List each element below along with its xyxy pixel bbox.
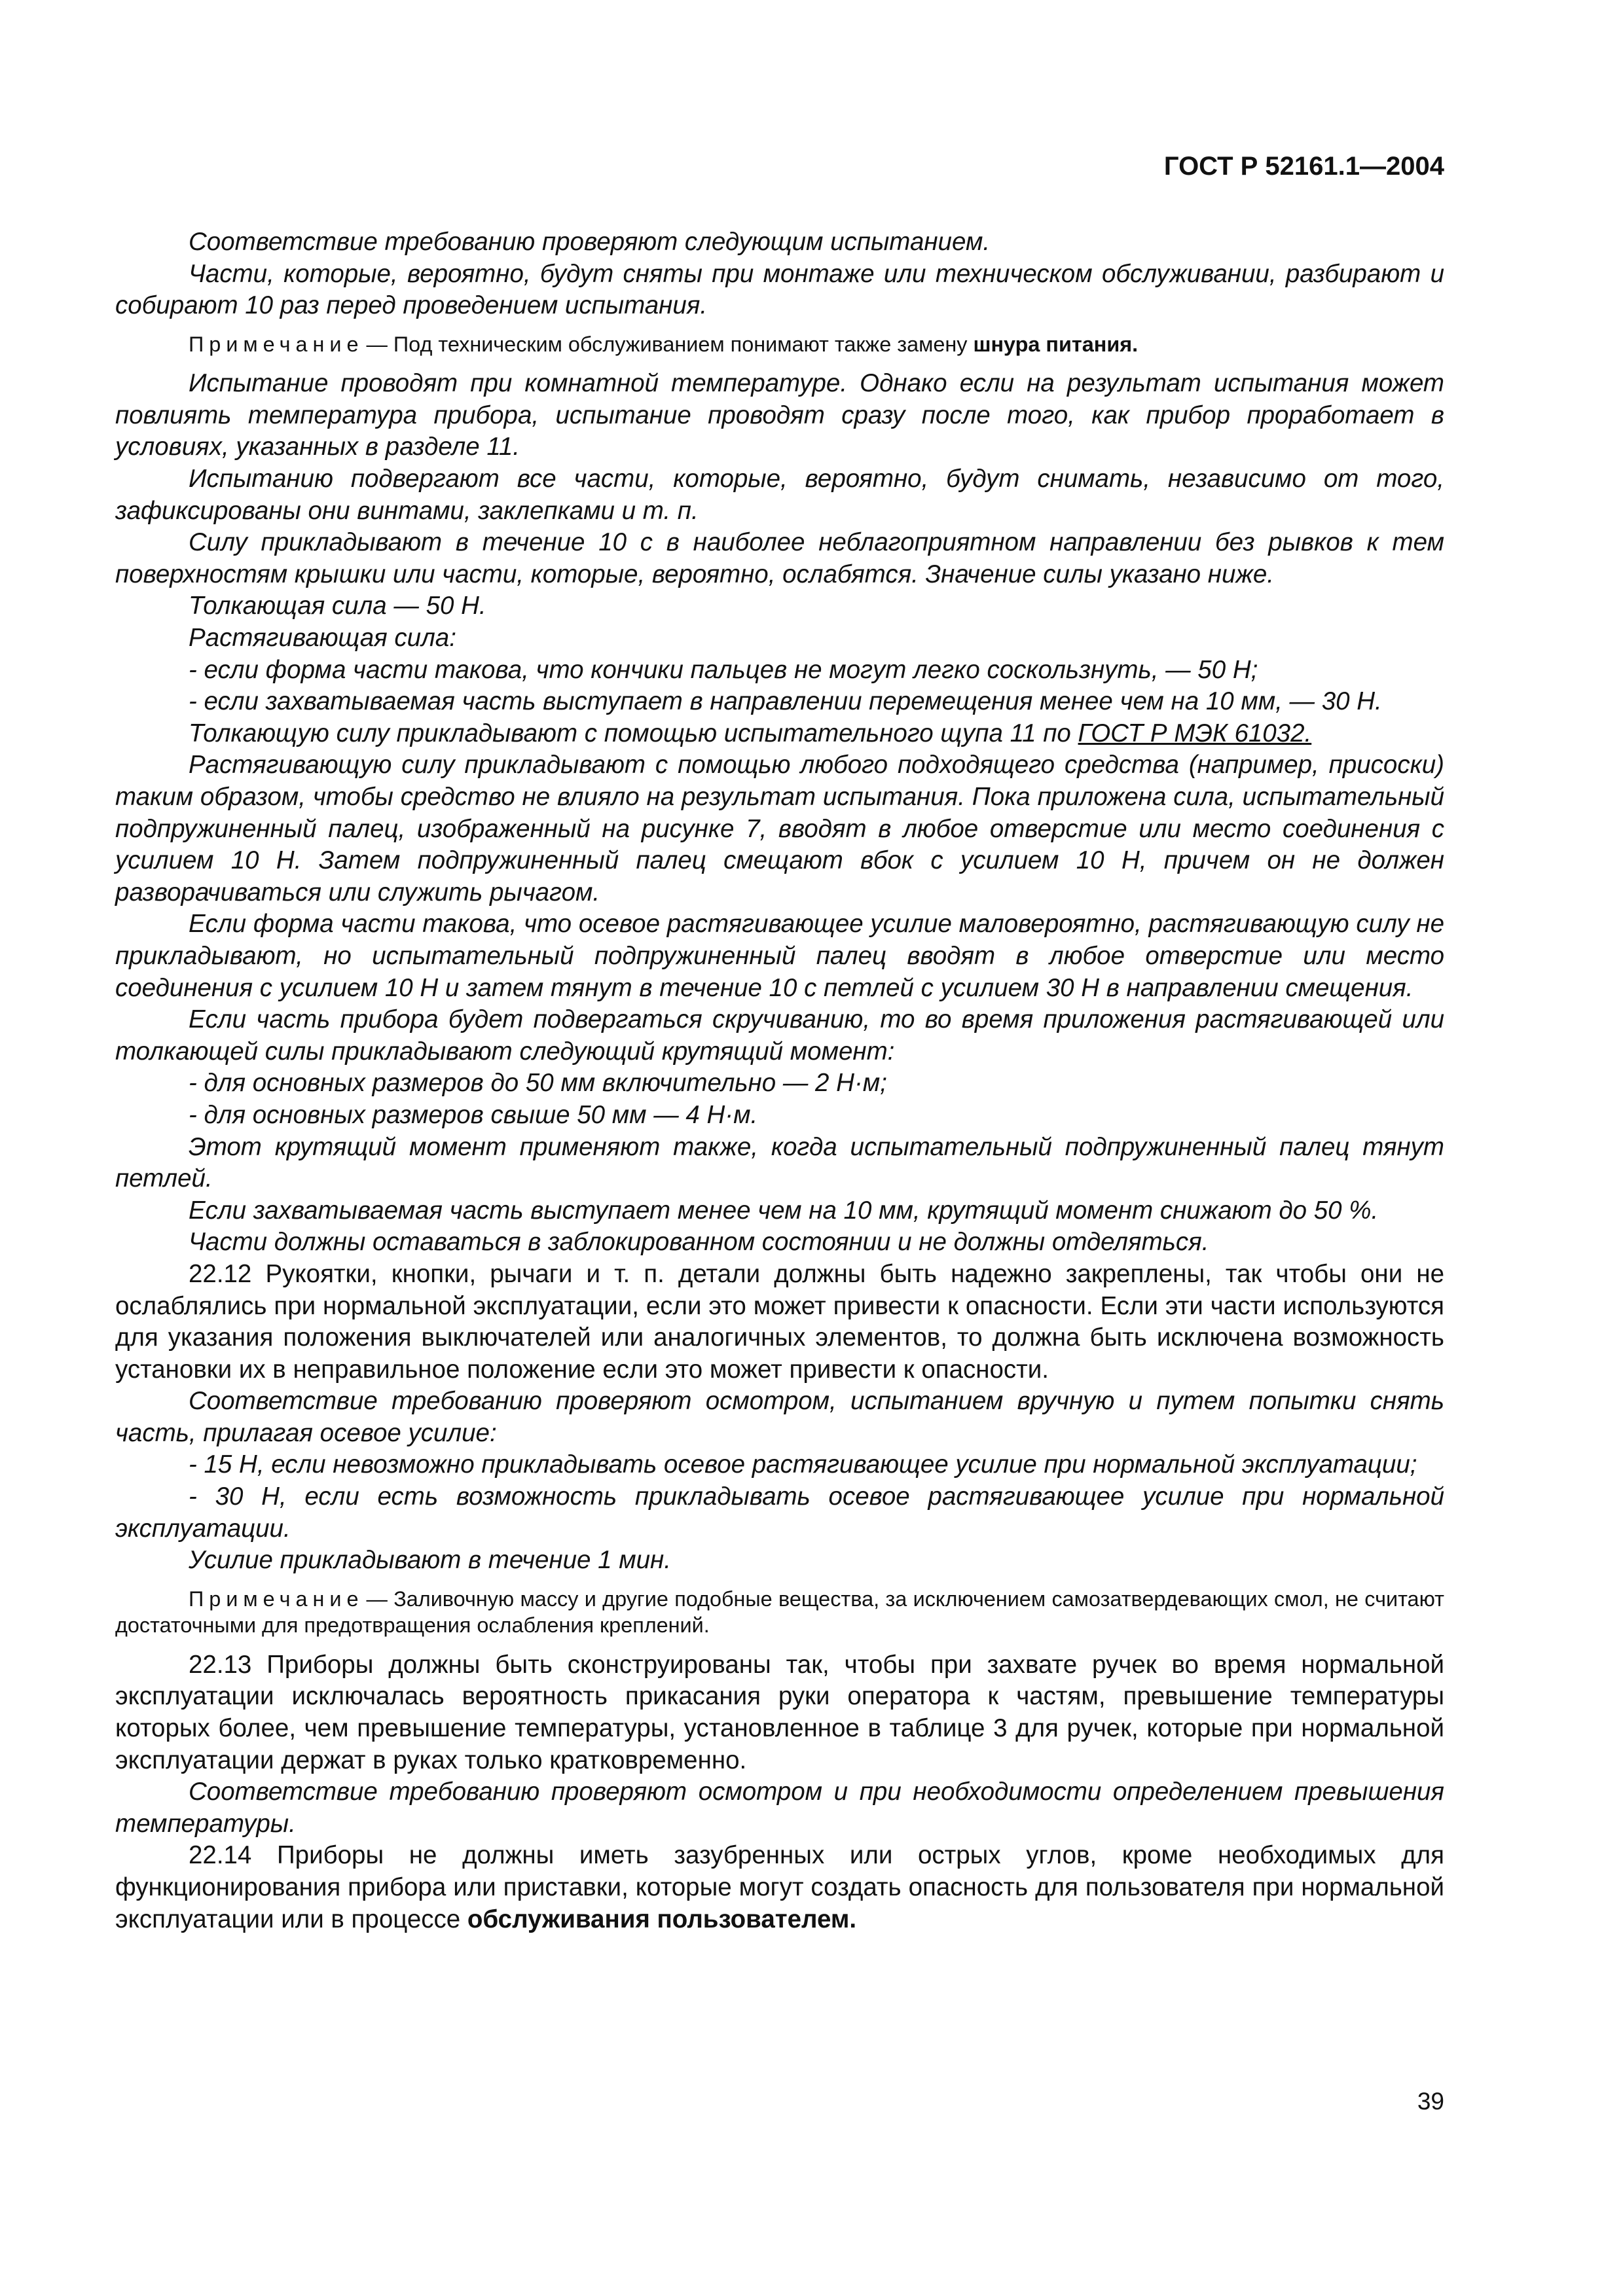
list-item: - 15 Н, если невозможно прикладывать осевое растягивающее усилие при нормальной эксплуатации;: [189, 1450, 1417, 1479]
standard-reference-link[interactable]: ГОСТ Р МЭК 61032.: [1078, 719, 1312, 747]
paragraph: Толкающая сила — 50 Н.: [189, 592, 486, 620]
page-number: 39: [1417, 2088, 1444, 2115]
list-item: - для основных размеров до 50 мм включительно — 2 Н·м;: [189, 1069, 887, 1098]
paragraph: Соответствие требованию проверяют следующим испытанием.: [189, 228, 991, 256]
paragraph: Части должны оставаться в заблокированном состоянии и не должны отделяться.: [189, 1228, 1209, 1257]
clause-22-14: [115, 1840, 1444, 1935]
list-item: - для основных размеров свыше 50 мм — 4 Н·м.: [189, 1100, 758, 1129]
note-label: Примечание: [189, 1587, 364, 1611]
paragraph: Растягивающую силу прикладывают с помощью любого подходящего средства (например, присоски) таким образом, чтобы средство не влияло на результат испытания. Пока приложена сила, испытательный подпружиненный палец, изображенный на рисунке 7, вводят в любое отверстие или место соединения с усилием 10 Н. Затем подпружиненный палец смещают вбок с усилием 10 Н, причем он не должен разворачиваться или служить рычагом.: [115, 751, 1444, 906]
paragraph-text: Толкающую силу прикладывают с помощью испытательного щупа 11 по: [189, 719, 1078, 747]
clause-22-12: 22.12 Рукоятки, кнопки, рычаги и т. п. детали должны быть надежно закреплены, так чтобы они не ослаблялись при нормальной эксплуатации, если это может привести к опасности. Если эти части используются для указания положения выключателей или аналогичных элементов, то должна быть исключена возможность установки их в неправильное положение если это может привести к опасности.: [115, 1259, 1444, 1384]
paragraph: [115, 718, 1444, 750]
paragraph: Силу прикладывают в течение 10 с в наиболее неблагоприятном направлении без рывков к тем поверхностям крышки или части, которые, вероятно, ослабятся. Значение силы указано ниже.: [115, 528, 1444, 588]
document-body: [115, 226, 1444, 1935]
note-label: Примечание: [189, 332, 364, 356]
paragraph: Соответствие требованию проверяют осмотром, испытанием вручную и путем попытки снять часть, прилагая осевое усилие:: [115, 1387, 1444, 1447]
paragraph: Соответствие требованию проверяют осмотром и при необходимости определением превышения температуры.: [115, 1778, 1444, 1838]
list-item: - 30 Н, если есть возможность прикладывать осевое растягивающее усилие при нормальной эксплуатации.: [115, 1482, 1444, 1543]
paragraph: Усилие прикладывают в течение 1 мин.: [189, 1546, 671, 1575]
paragraph: Испытание проводят при комнатной температуре. Однако если на результат испытания может повлиять температура прибора, испытание проводят сразу после того, как прибор проработает в условиях, указанных в разделе 11.: [115, 369, 1444, 461]
note-text: — Под техническим обслуживанием понимают также замену: [366, 332, 974, 356]
note: [115, 331, 1444, 358]
note: [115, 1586, 1444, 1639]
standard-header: ГОСТ Р 52161.1—2004: [1163, 152, 1444, 181]
paragraph: Если захватываемая часть выступает менее чем на 10 мм, крутящий момент снижают до 50 %.: [189, 1196, 1379, 1225]
clause-22-13: 22.13 Приборы должны быть сконструированы так, чтобы при захвате ручек во время нормальной эксплуатации исключалась вероятность прикасания руки оператора к частям, превышение температуры которых более, чем превышение температуры, установленное в таблице 3 для ручек, которые при нормальной эксплуатации держат в руках только кратковременно.: [115, 1650, 1444, 1774]
paragraph: Если часть прибора будет подвергаться скручиванию, то во время приложения растягивающей или толкающей силы прикладывают следующий крутящий момент:: [115, 1005, 1444, 1066]
paragraph: Растягивающая сила:: [189, 624, 456, 653]
paragraph: Этот крутящий момент применяют также, когда испытательный подпружиненный палец тянут петлей.: [115, 1132, 1444, 1193]
note-text: — Заливочную массу и другие подобные вещества, за исключением самозатвердевающих смол, не считают достаточными для предотвращения ослабления креплений.: [115, 1587, 1444, 1638]
paragraph: Части, которые, вероятно, будут сняты при монтаже или техническом обслуживании, разбирают и собирают 10 раз перед проведением испытания.: [115, 259, 1444, 320]
paragraph-text: 22.14 Приборы не должны иметь зазубренных или острых углов, кроме необходимых для функционирования прибора или приставки, которые могут создать опасность для пользователя при нормальной эксплуатации или в процессе: [115, 1841, 1444, 1933]
paragraph: Если форма части такова, что осевое растягивающее усилие маловероятно, растягивающую силу не прикладывают, но испытательный подпружиненный палец вводят в любое отверстие или место соединения с усилием 10 Н и затем тянут в течение 10 с петлей с усилием 30 Н в направлении смещения.: [115, 910, 1444, 1002]
list-item: - если захватываемая часть выступает в направлении перемещения менее чем на 10 мм, — 30 Н.: [189, 687, 1382, 716]
list-item: - если форма части такова, что кончики пальцев не могут легко соскользнуть, — 50 Н;: [189, 655, 1258, 684]
defined-term: обслуживания пользователем.: [467, 1905, 857, 1933]
paragraph: Испытанию подвергают все части, которые, вероятно, будут снимать, независимо от того, зафиксированы они винтами, заклепками и т. п.: [115, 465, 1444, 525]
note-term: шнура питания.: [973, 332, 1139, 356]
